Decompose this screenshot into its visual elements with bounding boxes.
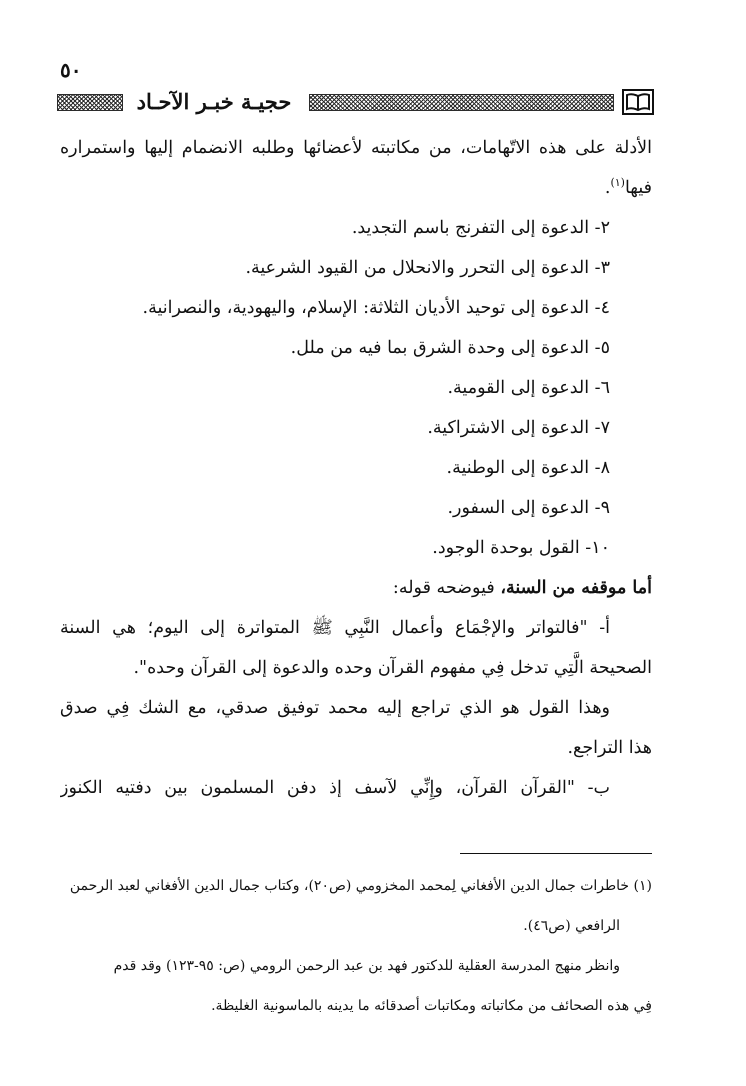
paragraph-text: فيوضحه قوله: — [392, 578, 495, 598]
footnote-line: (١) خاطرات جمال الدين الأفغاني لِمحمد المخزومي (ص٢٠)، وكتاب جمال الدين الأفغاني لعبد الرحمن — [69, 878, 652, 894]
paragraph-period: . — [604, 178, 611, 198]
page-number: ٥٠ — [60, 58, 82, 82]
paragraph-line: وهذا القول هو الذي تراجع إليه محمد توفيق صدقي، مع الشك فِي صدق — [60, 698, 610, 718]
quote-line: أ- "فالتواتر والإجْمَاع وأعمال النَّبِي ﷺ المتواترة إلى اليوم؛ هي السنة — [60, 618, 610, 638]
footnote-line: فِي هذه الصحائف من مكاتباته ومكاتبات أصدقائه ما يدينه بالماسونية الغليظة. — [211, 998, 652, 1014]
footnote-line: الرافعي (ص٤٦). — [523, 918, 620, 934]
footnote-line: وانظر منهج المدرسة العقلية للدكتور فهد بن عبد الرحمن الرومي (ص: ٩٥-١٢٣) وقد قدم — [113, 958, 620, 974]
body-text — [60, 128, 652, 808]
list-item: ٣- الدعوة إلى التحرر والانحلال من القيود الشرعية. — [245, 258, 610, 278]
open-book-icon — [622, 89, 654, 115]
footnote-separator — [460, 853, 652, 854]
paragraph-line: هذا التراجع. — [567, 738, 652, 758]
paragraph-line — [60, 568, 652, 608]
paragraph-text: فيها — [624, 178, 652, 198]
header-ornament-right — [309, 94, 614, 111]
list-item: ١٠- القول بوحدة الوجود. — [432, 538, 610, 558]
header-title: حجيـة خبـر الآحـاد — [136, 89, 292, 114]
section-lead: أما موقفه من السنة، — [500, 578, 652, 598]
list-item: ٩- الدعوة إلى السفور. — [447, 498, 610, 518]
footnote-reference[interactable]: (١) — [610, 176, 625, 190]
footnotes — [60, 866, 652, 1026]
list-item: ٨- الدعوة إلى الوطنية. — [446, 458, 610, 478]
running-header — [57, 88, 654, 116]
list-item: ٥- الدعوة إلى وحدة الشرق بما فيه من ملل. — [290, 338, 610, 358]
paragraph-line — [60, 168, 652, 208]
list-item: ٧- الدعوة إلى الاشتراكية. — [427, 418, 610, 438]
quote-line: الصحيحة الَّتِي تدخل فِي مفهوم القرآن وحده والدعوة إلى القرآن وحده". — [133, 658, 652, 678]
list-item: ٦- الدعوة إلى القومية. — [447, 378, 610, 398]
quote-line: ب- "القرآن القرآن، وإِنِّي لآسف إذ دفن المسلمون بين دفتيه الكنوز — [60, 778, 610, 798]
header-ornament-left — [57, 94, 123, 111]
paragraph-line: الأدلة على هذه الاتّهامات، من مكاتبته لأعضائها وطلبه الانضمام إليها واستمراره — [60, 138, 652, 158]
list-item: ٢- الدعوة إلى التفرنج باسم التجديد. — [351, 218, 610, 238]
list-item: ٤- الدعوة إلى توحيد الأديان الثلاثة: الإسلام، واليهودية، والنصرانية. — [142, 298, 610, 318]
